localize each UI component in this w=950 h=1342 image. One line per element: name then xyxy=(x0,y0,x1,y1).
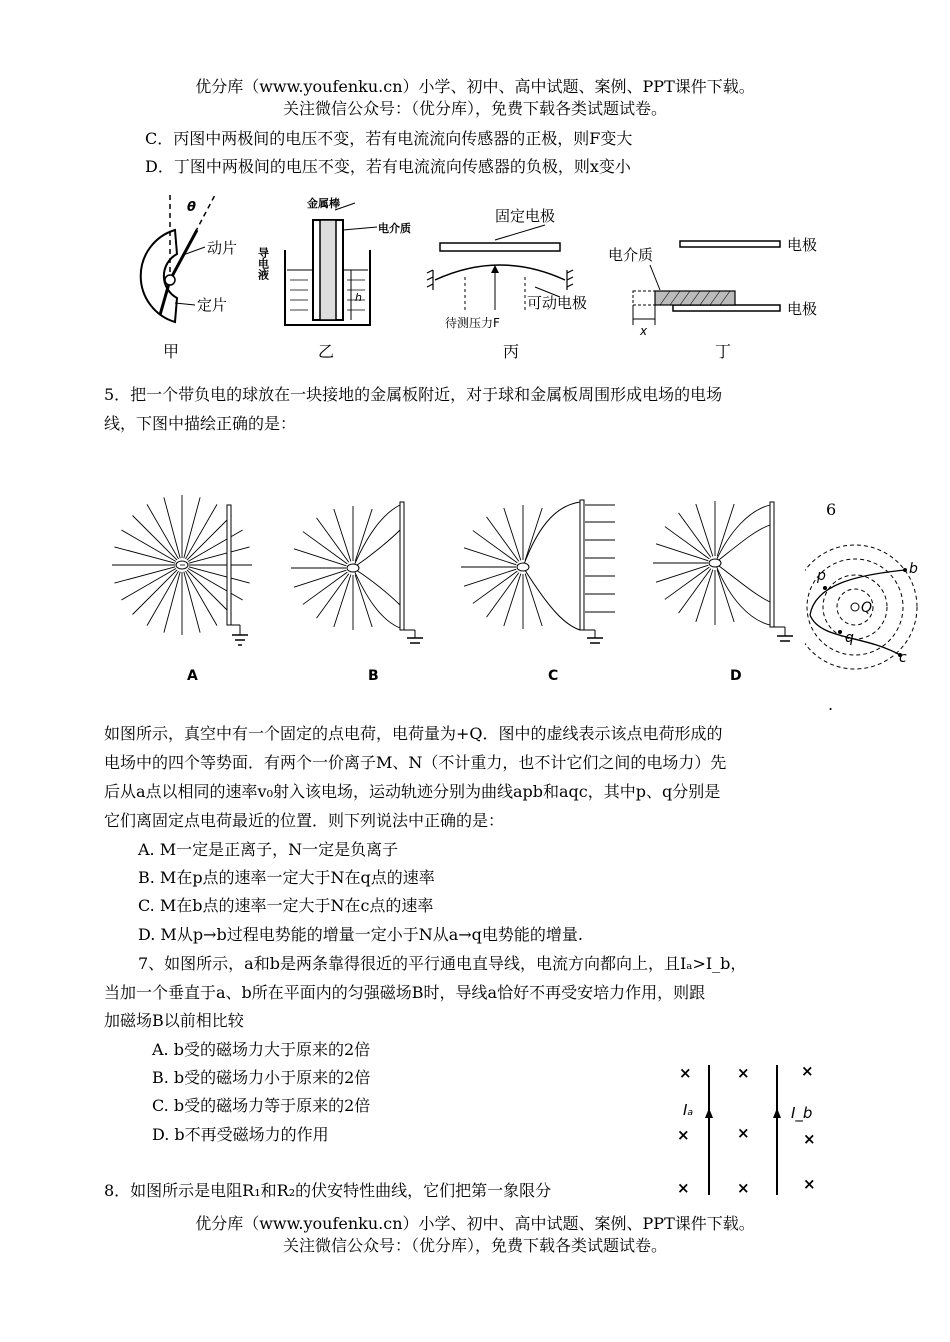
field-line xyxy=(355,575,372,627)
q5-line-1: 5．把一个带负电的球放在一块接地的金属板附近，对于球和金属板周围形成电场的电场 xyxy=(104,385,723,404)
ib-label: I_b xyxy=(791,1104,813,1122)
field-line xyxy=(186,571,218,626)
field-line xyxy=(525,508,542,560)
field-line xyxy=(717,504,734,556)
x-mark-8: × xyxy=(737,1179,750,1197)
caption-bing: 丙 xyxy=(503,342,520,361)
kedongdianji-label: 可动电极 xyxy=(527,294,588,312)
x-mark-7: × xyxy=(677,1179,690,1197)
x-mark-4: × xyxy=(677,1126,690,1144)
gudingdianji-label: 固定电极 xyxy=(495,207,556,225)
q7-line-3: 加磁场B以前相比较 xyxy=(104,1011,244,1030)
field-line xyxy=(147,571,179,626)
figure-jia xyxy=(141,195,237,361)
footer-line-2: 关注微信公众号：（优分库），免费下载各类试题试卷。 xyxy=(282,1236,667,1255)
x-mark-3: × xyxy=(801,1062,814,1080)
q5-figure-b xyxy=(291,502,423,684)
field-line xyxy=(717,570,734,622)
q7-option-c: C. b受的磁场力等于原来的2倍 xyxy=(152,1096,371,1115)
q5-figure-d xyxy=(653,501,793,684)
field-line xyxy=(147,504,179,559)
q6-q-label: q xyxy=(845,630,854,646)
q7-option-d: D. b不再受磁场力的作用 xyxy=(152,1125,329,1144)
jinshubang-label: 金属棒 xyxy=(307,197,340,210)
q6-figure xyxy=(805,540,935,680)
field-line xyxy=(121,530,176,562)
q5-figures xyxy=(110,490,810,690)
caption-ding: 丁 xyxy=(715,342,732,361)
field-line xyxy=(121,569,176,601)
h-label: h xyxy=(355,291,362,304)
dingpian-label: 定片 xyxy=(197,296,228,314)
dianji-label-2: 电极 xyxy=(787,300,818,318)
header-line-2: 关注微信公众号：（优分库），免费下载各类试题试卷。 xyxy=(282,99,667,118)
q7-line-1: 7、如图所示，a和b是两条靠得很近的平行通电直导线，电流方向都向上，且Iₐ>I_b， xyxy=(138,954,747,973)
ia-label: Iₐ xyxy=(683,1101,694,1119)
dianjiezhi-label-yi: 电介质 xyxy=(378,222,411,235)
dongpian-label: 动片 xyxy=(207,239,238,257)
q4-option-c: C．丙图中两极间的电压不变，若有电流流向传感器的正极，则F变大 xyxy=(145,129,633,148)
daicyali-label: 待测压力F xyxy=(445,316,500,330)
x-label: x xyxy=(640,324,648,338)
q6-option-d: D. M从p→b过程电势能的增量一定小于N从a→q电势能的增量. xyxy=(138,925,583,944)
caption-jia: 甲 xyxy=(163,342,180,361)
q5-label-d: D xyxy=(730,668,742,684)
q7-line-2: 当加一个垂直于a、b所在平面内的匀强磁场B时，导线a恰好不再受安培力作用，则跟 xyxy=(104,983,706,1002)
field-line xyxy=(525,574,542,626)
q5-label-c: C xyxy=(548,668,559,684)
caption-yi: 乙 xyxy=(318,342,335,361)
footer-line-1: 优分库（www.youfenku.cn）小学、初中、高中试题、案例、PPT课件下载。 xyxy=(195,1214,755,1233)
q6-line-3: 后从a点以相同的速率v₀射入该电场，运动轨迹分别为曲线apb和aqc，其中p、q分别是 xyxy=(104,782,721,801)
field-line xyxy=(188,569,243,601)
q7-figure xyxy=(665,1060,835,1200)
q5-label-b: B xyxy=(368,668,379,684)
q4-figures xyxy=(115,185,835,365)
q6-option-c: C. M在b点的速率一定大于N在c点的速率 xyxy=(138,896,434,915)
q6-q-big-label: Q xyxy=(861,600,873,616)
figure-yi xyxy=(257,196,412,361)
q5-label-a: A xyxy=(187,668,198,684)
q6-number: 6 xyxy=(826,500,837,519)
q5-figure-c xyxy=(461,500,615,684)
daodianye-label: 导电液 xyxy=(256,247,270,280)
dianjiezhi-label-ding: 电介质 xyxy=(608,246,654,264)
q7-option-a: A. b受的磁场力大于原来的2倍 xyxy=(152,1040,371,1059)
q6-option-b: B. M在p点的速率一定大于N在q点的速率 xyxy=(138,868,435,887)
q6-dot: . xyxy=(828,695,834,714)
x-mark-6: × xyxy=(803,1130,816,1148)
dianji-label-1: 电极 xyxy=(787,236,818,254)
field-line xyxy=(186,504,218,559)
q6-line-2: 电场中的四个等势面．有两个一价离子M、N（不计重力，也不计它们之间的电场力）先 xyxy=(104,753,727,772)
q8-line-1: 8．如图所示是电阻R₁和R₂的伏安特性曲线，它们把第一象限分 xyxy=(104,1181,552,1200)
q6-option-a: A. M一定是正离子，N一定是负离子 xyxy=(138,840,399,859)
q5-line-2: 线，下图中描绘正确的是： xyxy=(104,414,297,433)
x-mark-1: × xyxy=(679,1064,692,1082)
q7-option-b: B. b受的磁场力小于原来的2倍 xyxy=(152,1068,371,1087)
figure-ding xyxy=(608,236,817,361)
q6-p-label: p xyxy=(817,568,826,584)
q6-line-4: 它们离固定点电荷最近的位置．则下列说法中正确的是： xyxy=(104,811,505,830)
q4-option-d: D．丁图中两极间的电压不变，若有电流流向传感器的负极，则x变小 xyxy=(145,157,631,176)
q6-b-label: b xyxy=(909,561,918,577)
field-line xyxy=(188,530,243,562)
q5-figure-a xyxy=(112,495,252,684)
x-mark-2: × xyxy=(737,1064,750,1082)
figure-bing xyxy=(427,207,587,361)
q6-line-1: 如图所示，真空中有一个固定的点电荷，电荷量为+Q．图中的虚线表示该点电荷形成的 xyxy=(104,724,723,743)
theta-label: θ xyxy=(187,200,196,215)
header-line-1: 优分库（www.youfenku.cn）小学、初中、高中试题、案例、PPT课件下载。 xyxy=(195,77,755,96)
x-mark-5: × xyxy=(737,1124,750,1142)
q6-c-label: c xyxy=(899,650,907,666)
x-mark-9: × xyxy=(803,1175,816,1193)
